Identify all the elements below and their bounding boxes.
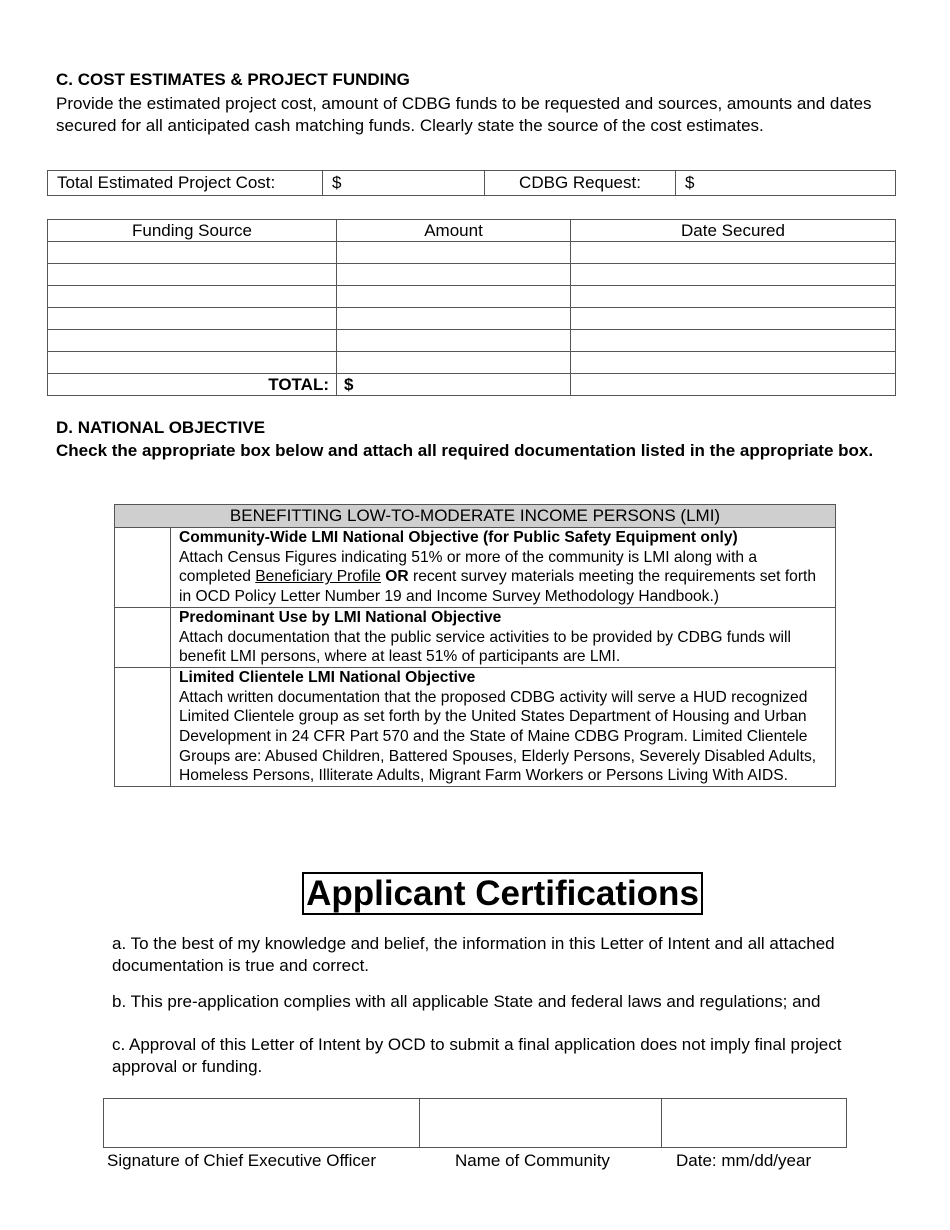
amount-cell[interactable]	[337, 242, 571, 264]
table-row	[48, 352, 896, 374]
funding-source-cell[interactable]	[48, 330, 337, 352]
table-row	[48, 286, 896, 308]
date-label: Date: mm/dd/year	[676, 1151, 812, 1170]
funding-source-cell[interactable]	[48, 308, 337, 330]
community-wide-checkbox[interactable]	[115, 528, 171, 608]
total-date-field[interactable]	[571, 374, 896, 396]
amount-cell[interactable]	[337, 308, 571, 330]
total-cost-label: Total Estimated Project Cost:	[48, 171, 323, 196]
date-secured-cell[interactable]	[571, 242, 896, 264]
signature-label: Signature of Chief Executive Officer	[107, 1151, 376, 1170]
lmi-table-header: BENEFITTING LOW-TO-MODERATE INCOME PERSONS (LMI)	[115, 505, 836, 528]
amount-cell[interactable]	[337, 286, 571, 308]
limited-clientele-checkbox[interactable]	[115, 667, 171, 786]
table-row	[48, 330, 896, 352]
cdbg-request-field[interactable]: $	[676, 171, 896, 196]
certification-item-b: b. This pre-application complies with all applicable State and federal laws and regulations; and	[112, 992, 821, 1011]
table-row	[48, 308, 896, 330]
community-name-field[interactable]	[420, 1099, 662, 1148]
objective-row	[115, 528, 836, 608]
section-d-title: D. NATIONAL OBJECTIVE	[56, 418, 266, 437]
objective-row	[115, 667, 836, 786]
objective-text: Attach Census Figures indicating 51% or more of the community is LMI along with a completed Beneficiary Profile OR recent survey materials meeting the requirements set forth in OCD Policy Letter Number 19 and Income Survey Methodology Handbook.)	[179, 548, 817, 606]
signature-field[interactable]	[104, 1099, 420, 1148]
date-field[interactable]	[662, 1099, 847, 1148]
funding-source-cell[interactable]	[48, 264, 337, 286]
community-name-label: Name of Community	[455, 1151, 610, 1170]
predominant-use-checkbox[interactable]	[115, 607, 171, 667]
objective-row	[115, 607, 836, 667]
date-secured-cell[interactable]	[571, 286, 896, 308]
table-row	[48, 264, 896, 286]
certifications-title: Applicant Certifications	[302, 872, 703, 915]
section-c-intro: Provide the estimated project cost, amount of CDBG funds to be requested and sources, amounts and dates secured for all anticipated cash matching funds. Clearly state the source of the cost estimates.	[56, 94, 872, 135]
funding-source-cell[interactable]	[48, 242, 337, 264]
signature-table	[103, 1098, 847, 1148]
objective-text: Attach written documentation that the proposed CDBG activity will serve a HUD recognized Limited Clientele group as set forth by the United States Department of Housing and Urban Development in 24 CFR Part 570 and the State of Maine CDBG Program. Limited Clientele Groups are: Abused Children, Battered Spouses, Elderly Persons, Severely Disabled Adults, Homeless Persons, Illiterate Adults, Migrant Farm Workers or Persons Living With AIDS.	[179, 688, 817, 785]
total-amount-field[interactable]: $	[337, 374, 571, 396]
total-label: TOTAL:	[48, 374, 337, 396]
amount-cell[interactable]	[337, 264, 571, 286]
amount-cell[interactable]	[337, 352, 571, 374]
lmi-table	[114, 504, 836, 787]
predominant-use-objective	[171, 607, 836, 667]
funding-source-cell[interactable]	[48, 286, 337, 308]
header-amount: Amount	[337, 220, 571, 242]
table-row	[48, 242, 896, 264]
community-wide-objective	[171, 528, 836, 608]
header-date-secured: Date Secured	[571, 220, 896, 242]
cdbg-request-label: CDBG Request:	[485, 171, 676, 196]
certification-item-c: c. Approval of this Letter of Intent by OCD to submit a final application does not imply final project approval or funding.	[112, 1035, 842, 1076]
total-cost-field[interactable]: $	[323, 171, 485, 196]
beneficiary-profile-link[interactable]: Beneficiary Profile	[255, 568, 381, 586]
objective-title: Limited Clientele LMI National Objective	[179, 668, 476, 686]
section-c-title: C. COST ESTIMATES & PROJECT FUNDING	[56, 70, 410, 89]
date-secured-cell[interactable]	[571, 330, 896, 352]
total-row	[48, 374, 896, 396]
amount-cell[interactable]	[337, 330, 571, 352]
objective-title: Predominant Use by LMI National Objective	[179, 608, 502, 626]
limited-clientele-objective	[171, 667, 836, 786]
date-secured-cell[interactable]	[571, 308, 896, 330]
cost-table	[47, 170, 896, 196]
funding-source-cell[interactable]	[48, 352, 337, 374]
objective-title: Community-Wide LMI National Objective (for Public Safety Equipment only)	[179, 529, 738, 546]
date-secured-cell[interactable]	[571, 352, 896, 374]
funding-table	[47, 219, 896, 396]
certification-item-a: a. To the best of my knowledge and belief, the information in this Letter of Intent and all attached documentation is true and correct.	[112, 934, 835, 975]
date-secured-cell[interactable]	[571, 264, 896, 286]
objective-text: Attach documentation that the public service activities to be provided by CDBG funds will benefit LMI persons, where at least 51% of participants are LMI.	[179, 628, 791, 666]
header-funding-source: Funding Source	[48, 220, 337, 242]
section-d-instruction: Check the appropriate box below and attach all required documentation listed in the appropriate box.	[56, 441, 874, 460]
